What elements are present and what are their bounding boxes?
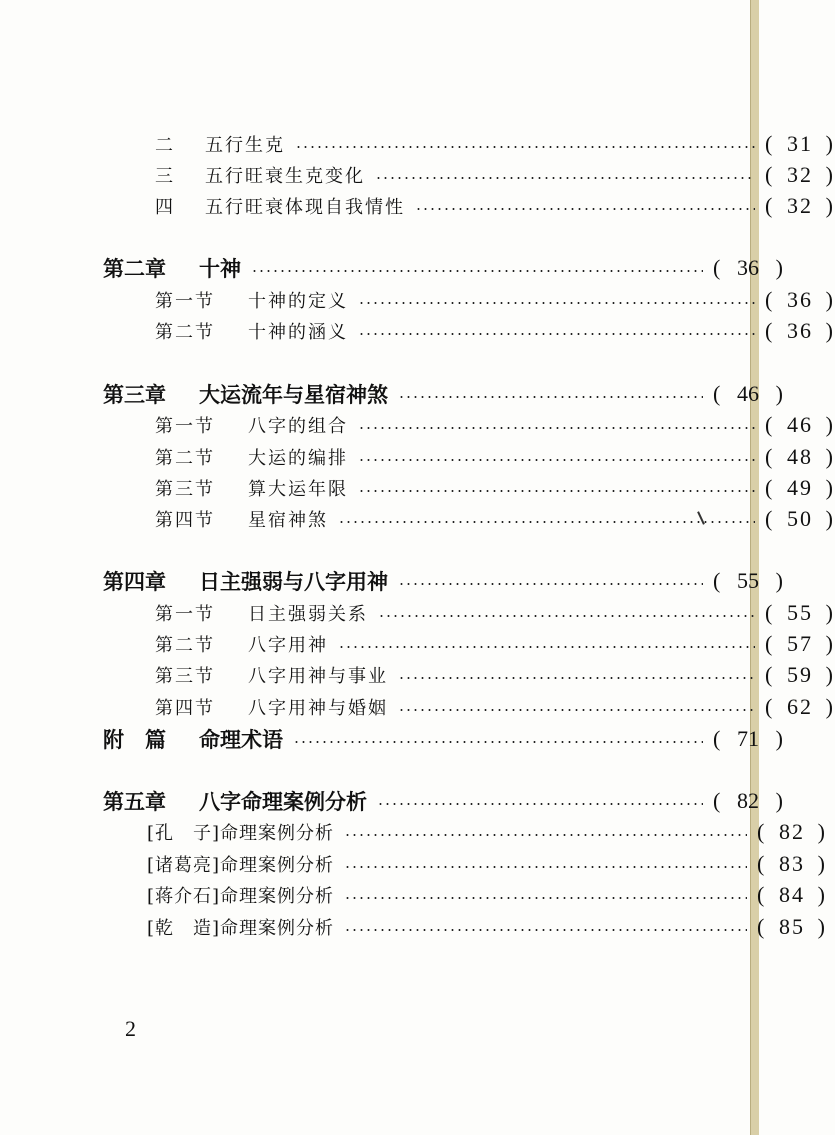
entry-title: 五行旺衰生克变化 [205,166,365,187]
toc-entry[interactable] [0,192,835,220]
dot-leader [358,490,755,492]
toc-appendix[interactable] [0,725,783,753]
dot-leader [358,333,755,335]
chapter-number: 第五章 [103,790,166,814]
entry-page: ( 57 ) [765,631,835,656]
chapter-title: 大运流年与星宿神煞 [199,383,388,407]
entry-page: ( 32 ) [765,193,835,218]
entry-number: 第一节 [155,604,215,625]
entry-title: 日主强弱关系 [248,604,368,625]
toc-entry[interactable] [0,599,835,627]
toc-chapter[interactable] [0,567,783,595]
dot-leader [398,583,703,585]
dot-leader [377,803,703,805]
entry-page: ( 49 ) [765,475,835,500]
dot-leader [358,427,755,429]
chapter-title: 八字命理案例分析 [199,790,367,814]
toc-entry[interactable] [0,661,835,689]
entry-page: ( 32 ) [765,162,835,187]
chapter-number: 第二章 [103,257,166,281]
entry-number: 四 [155,197,175,218]
entry-page: ( 55 ) [765,600,835,625]
dot-leader [358,302,755,304]
dot-leader [375,177,755,179]
toc-entry[interactable] [0,693,835,721]
entry-title: 八字用神与事业 [248,666,388,687]
page-number: 2 [125,1016,136,1041]
entry-title: [乾 造]命理案例分析 [147,918,335,939]
entry-number: 第二节 [155,448,215,469]
toc-entry[interactable] [0,881,827,909]
toc-entry[interactable] [0,161,835,189]
toc-chapter[interactable] [0,380,783,408]
dot-leader [358,459,755,461]
entry-page: ( 36 ) [765,287,835,312]
dot-leader [344,834,747,836]
dot-leader [338,646,755,648]
appendix-page: ( 71 ) [713,726,783,751]
chapter-number: 第三章 [103,383,166,407]
entry-title: 八字的组合 [248,416,348,437]
dot-leader [251,270,703,272]
entry-title: [孔 子]命理案例分析 [147,823,335,844]
entry-number: 第三节 [155,479,215,500]
chapter-page: ( 46 ) [713,381,783,406]
entry-page: ( 48 ) [765,444,835,469]
dot-leader [338,521,755,523]
entry-number: 第四节 [155,510,215,531]
dot-leader [415,208,755,210]
dot-leader [398,396,703,398]
entry-title: 八字用神与婚姻 [248,698,388,719]
entry-title: 星宿神煞 [248,510,328,531]
dot-leader [293,741,703,743]
toc-entry[interactable] [0,411,835,439]
dot-leader [398,677,755,679]
appendix-title: 命理术语 [199,728,283,752]
chapter-number: 第四章 [103,570,166,594]
entry-number: 第三节 [155,666,215,687]
dot-leader [398,709,755,711]
toc-entry[interactable] [0,850,827,878]
toc-chapter[interactable] [0,254,783,282]
toc-entry[interactable] [0,317,835,345]
entry-number: 第二节 [155,322,215,343]
entry-title: 八字用神 [248,635,328,656]
entry-number: 第二节 [155,635,215,656]
entry-title: 十神的涵义 [248,322,348,343]
chapter-page: ( 55 ) [713,568,783,593]
toc-entry[interactable] [0,474,835,502]
toc-entry[interactable] [0,630,835,658]
toc-entry[interactable] [0,818,827,846]
toc-entry[interactable] [0,913,827,941]
entry-page: ( 50 ) [765,506,835,531]
entry-number: 二 [155,135,175,156]
entry-page: ( 36 ) [765,318,835,343]
entry-page: ( 59 ) [765,662,835,687]
toc-chapter[interactable] [0,787,783,815]
dot-leader [344,866,747,868]
toc-entry[interactable] [0,505,835,533]
entry-title: 五行生克 [205,135,285,156]
entry-page: ( 46 ) [765,412,835,437]
entry-number: 三 [155,166,175,187]
dot-leader [378,615,755,617]
entry-page: ( 83 ) [757,851,827,876]
dot-leader [295,146,755,148]
entry-page: ( 85 ) [757,914,827,939]
toc-entry[interactable] [0,130,835,158]
appendix-label: 附 篇 [103,728,166,752]
entry-title: 五行旺衰体现自我情性 [205,197,405,218]
entry-page: ( 82 ) [757,819,827,844]
chapter-page: ( 82 ) [713,788,783,813]
dot-leader [344,929,747,931]
entry-page: ( 31 ) [765,131,835,156]
entry-title: 算大运年限 [248,479,348,500]
entry-page: ( 62 ) [765,694,835,719]
chapter-title: 日主强弱与八字用神 [199,570,388,594]
toc-entry[interactable] [0,443,835,471]
entry-number: 第一节 [155,291,215,312]
dot-leader [344,897,747,899]
toc-entry[interactable] [0,286,835,314]
entry-title: 十神的定义 [248,291,348,312]
entry-page: ( 84 ) [757,882,827,907]
chapter-page: ( 36 ) [713,255,783,280]
entry-title: [诸葛亮]命理案例分析 [147,855,335,876]
chapter-title: 十神 [199,257,241,281]
entry-title: 大运的编排 [248,448,348,469]
entry-number: 第一节 [155,416,215,437]
entry-title: [蒋介石]命理案例分析 [147,886,335,907]
entry-number: 第四节 [155,698,215,719]
